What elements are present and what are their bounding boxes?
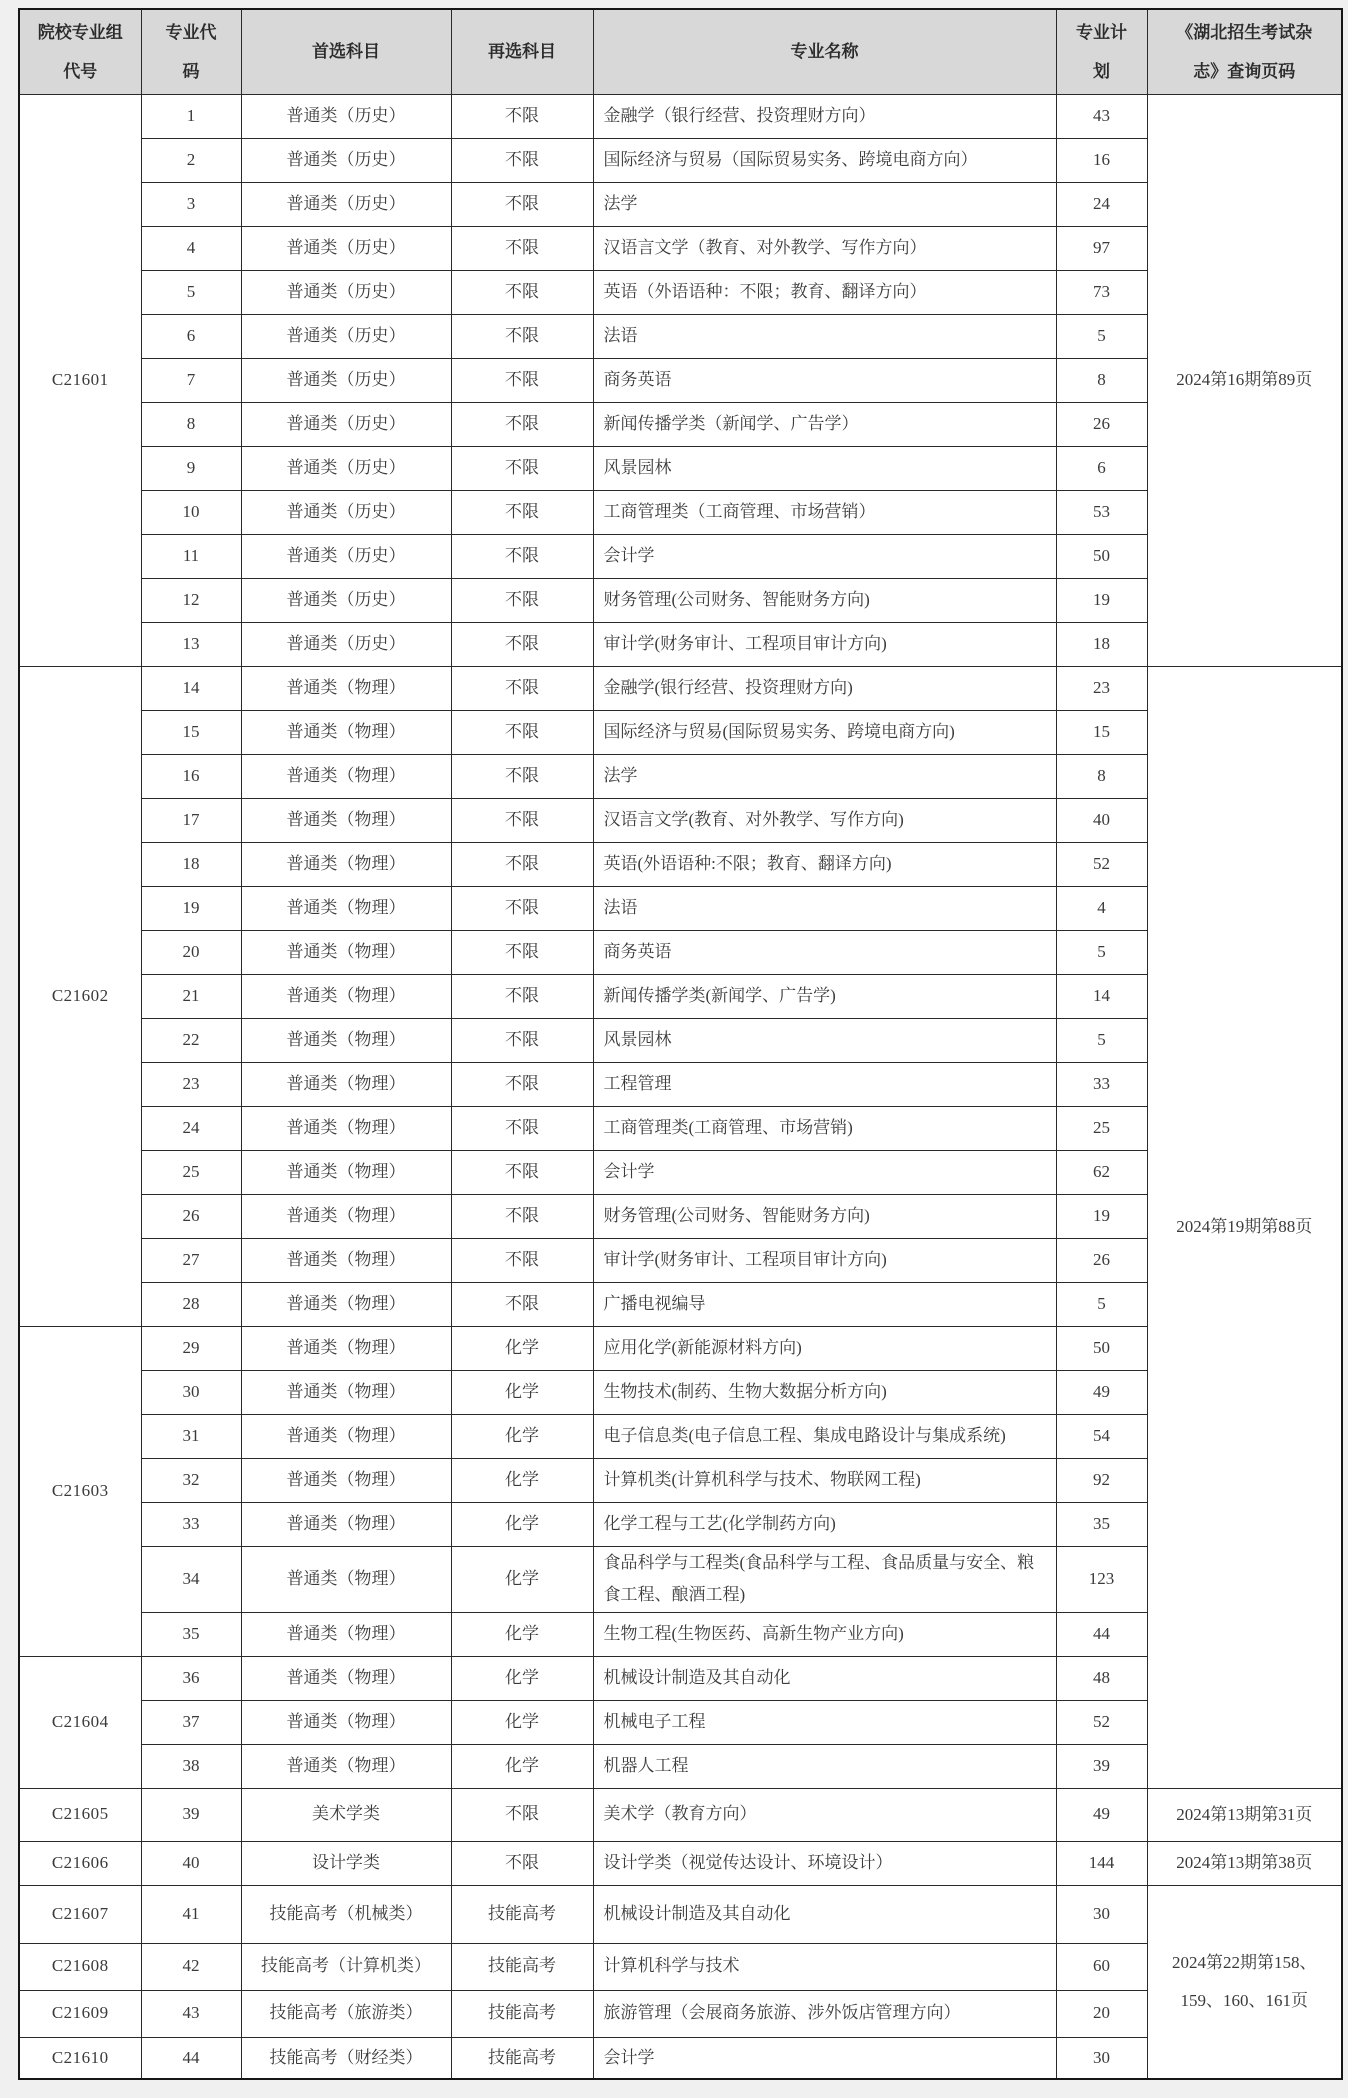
plan-cell: 18 — [1056, 622, 1147, 666]
plan-cell: 30 — [1056, 2037, 1147, 2079]
header-magazine-page: 《湖北招生考试杂志》查询页码 — [1147, 9, 1342, 94]
table-row — [19, 1150, 1342, 1194]
second-subject-cell: 化学 — [451, 1546, 593, 1612]
plan-table-body — [19, 94, 1342, 2079]
first-subject-cell: 普通类（历史） — [241, 94, 451, 138]
plan-cell: 19 — [1056, 578, 1147, 622]
major-code-cell: 9 — [141, 446, 241, 490]
plan-cell: 5 — [1056, 930, 1147, 974]
major-code-cell: 35 — [141, 1612, 241, 1656]
major-code-cell: 7 — [141, 358, 241, 402]
major-name-cell: 财务管理(公司财务、智能财务方向) — [593, 1194, 1056, 1238]
major-name-cell: 设计学类（视觉传达设计、环境设计） — [593, 1841, 1056, 1885]
major-name-cell: 风景园林 — [593, 446, 1056, 490]
second-subject-cell: 不限 — [451, 578, 593, 622]
second-subject-cell: 化学 — [451, 1458, 593, 1502]
second-subject-cell: 不限 — [451, 842, 593, 886]
second-subject-cell: 不限 — [451, 1150, 593, 1194]
first-subject-cell: 普通类（物理） — [241, 1238, 451, 1282]
major-name-cell: 计算机科学与技术 — [593, 1943, 1056, 1990]
plan-cell: 123 — [1056, 1546, 1147, 1612]
table-row — [19, 226, 1342, 270]
second-subject-cell: 不限 — [451, 226, 593, 270]
major-name-cell: 新闻传播学类(新闻学、广告学) — [593, 974, 1056, 1018]
plan-cell: 5 — [1056, 1018, 1147, 1062]
first-subject-cell: 普通类（历史） — [241, 358, 451, 402]
plan-cell: 6 — [1056, 446, 1147, 490]
plan-cell: 16 — [1056, 138, 1147, 182]
first-subject-cell: 技能高考（机械类） — [241, 1885, 451, 1943]
plan-cell: 15 — [1056, 710, 1147, 754]
admission-plan-table — [18, 8, 1343, 2080]
second-subject-cell: 不限 — [451, 1194, 593, 1238]
second-subject-cell: 不限 — [451, 754, 593, 798]
major-code-cell: 5 — [141, 270, 241, 314]
major-name-cell: 机器人工程 — [593, 1744, 1056, 1788]
plan-cell: 26 — [1056, 1238, 1147, 1282]
major-name-cell: 电子信息类(电子信息工程、集成电路设计与集成系统) — [593, 1414, 1056, 1458]
major-code-cell: 23 — [141, 1062, 241, 1106]
major-name-cell: 广播电视编导 — [593, 1282, 1056, 1326]
major-code-cell: 12 — [141, 578, 241, 622]
second-subject-cell: 不限 — [451, 666, 593, 710]
first-subject-cell: 普通类（物理） — [241, 974, 451, 1018]
major-name-cell: 工程管理 — [593, 1062, 1056, 1106]
table-header — [19, 9, 1342, 94]
first-subject-cell: 普通类（物理） — [241, 1282, 451, 1326]
major-code-cell: 1 — [141, 94, 241, 138]
second-subject-cell: 不限 — [451, 534, 593, 578]
table-row — [19, 1700, 1342, 1744]
major-name-cell: 审计学(财务审计、工程项目审计方向) — [593, 622, 1056, 666]
table-row — [19, 1656, 1342, 1700]
second-subject-cell: 化学 — [451, 1414, 593, 1458]
major-name-cell: 应用化学(新能源材料方向) — [593, 1326, 1056, 1370]
major-code-cell: 15 — [141, 710, 241, 754]
group-code-cell: C21609 — [19, 1990, 141, 2037]
second-subject-cell: 技能高考 — [451, 2037, 593, 2079]
first-subject-cell: 普通类（历史） — [241, 314, 451, 358]
plan-cell: 14 — [1056, 974, 1147, 1018]
major-code-cell: 11 — [141, 534, 241, 578]
major-code-cell: 26 — [141, 1194, 241, 1238]
major-code-cell: 42 — [141, 1943, 241, 1990]
table-row — [19, 1458, 1342, 1502]
first-subject-cell: 普通类（历史） — [241, 622, 451, 666]
major-code-cell: 44 — [141, 2037, 241, 2079]
first-subject-cell: 普通类（物理） — [241, 886, 451, 930]
second-subject-cell: 不限 — [451, 930, 593, 974]
plan-cell: 25 — [1056, 1106, 1147, 1150]
first-subject-cell: 普通类（物理） — [241, 1546, 451, 1612]
major-code-cell: 32 — [141, 1458, 241, 1502]
major-code-cell: 16 — [141, 754, 241, 798]
second-subject-cell: 化学 — [451, 1700, 593, 1744]
plan-cell: 49 — [1056, 1788, 1147, 1841]
second-subject-cell: 化学 — [451, 1502, 593, 1546]
first-subject-cell: 普通类（物理） — [241, 930, 451, 974]
plan-cell: 20 — [1056, 1990, 1147, 2037]
plan-cell: 144 — [1056, 1841, 1147, 1885]
major-name-cell: 英语(外语语种:不限；教育、翻译方向) — [593, 842, 1056, 886]
table-row — [19, 930, 1342, 974]
major-name-cell: 汉语言文学（教育、对外教学、写作方向） — [593, 226, 1056, 270]
table-row — [19, 974, 1342, 1018]
plan-cell: 4 — [1056, 886, 1147, 930]
major-name-cell: 法语 — [593, 886, 1056, 930]
major-code-cell: 28 — [141, 1282, 241, 1326]
major-code-cell: 8 — [141, 402, 241, 446]
first-subject-cell: 普通类（物理） — [241, 1744, 451, 1788]
first-subject-cell: 美术学类 — [241, 1788, 451, 1841]
plan-cell: 19 — [1056, 1194, 1147, 1238]
table-row — [19, 1018, 1342, 1062]
group-code-cell: C21606 — [19, 1841, 141, 1885]
major-code-cell: 33 — [141, 1502, 241, 1546]
plan-cell: 23 — [1056, 666, 1147, 710]
first-subject-cell: 普通类（物理） — [241, 1700, 451, 1744]
major-code-cell: 2 — [141, 138, 241, 182]
major-name-cell: 新闻传播学类（新闻学、广告学） — [593, 402, 1056, 446]
major-name-cell: 法学 — [593, 182, 1056, 226]
first-subject-cell: 普通类（物理） — [241, 1370, 451, 1414]
major-code-cell: 18 — [141, 842, 241, 886]
major-code-cell: 22 — [141, 1018, 241, 1062]
major-code-cell: 13 — [141, 622, 241, 666]
table-row — [19, 886, 1342, 930]
plan-cell: 30 — [1056, 1885, 1147, 1943]
second-subject-cell: 不限 — [451, 1062, 593, 1106]
major-code-cell: 19 — [141, 886, 241, 930]
group-code-cell: C21602 — [19, 666, 141, 1326]
second-subject-cell: 不限 — [451, 1282, 593, 1326]
table-row — [19, 1370, 1342, 1414]
first-subject-cell: 普通类（物理） — [241, 1326, 451, 1370]
second-subject-cell: 不限 — [451, 710, 593, 754]
first-subject-cell: 普通类（物理） — [241, 1194, 451, 1238]
first-subject-cell: 普通类（物理） — [241, 1018, 451, 1062]
page-ref-cell: 2024第19期第88页 — [1147, 666, 1342, 1788]
major-code-cell: 30 — [141, 1370, 241, 1414]
major-name-cell: 财务管理(公司财务、智能财务方向) — [593, 578, 1056, 622]
table-row — [19, 270, 1342, 314]
plan-cell: 52 — [1056, 842, 1147, 886]
plan-cell: 8 — [1056, 358, 1147, 402]
second-subject-cell: 不限 — [451, 1018, 593, 1062]
first-subject-cell: 普通类（物理） — [241, 754, 451, 798]
first-subject-cell: 普通类（物理） — [241, 1062, 451, 1106]
plan-cell: 92 — [1056, 1458, 1147, 1502]
header-major-code: 专业代码 — [141, 9, 241, 94]
second-subject-cell: 化学 — [451, 1744, 593, 1788]
table-row — [19, 1414, 1342, 1458]
header-group-code: 院校专业组代号 — [19, 9, 141, 94]
second-subject-cell: 不限 — [451, 1788, 593, 1841]
second-subject-cell: 不限 — [451, 1841, 593, 1885]
second-subject-cell: 技能高考 — [451, 1943, 593, 1990]
table-row — [19, 622, 1342, 666]
page-ref-cell: 2024第16期第89页 — [1147, 94, 1342, 666]
first-subject-cell: 技能高考（财经类） — [241, 2037, 451, 2079]
major-name-cell: 金融学（银行经营、投资理财方向） — [593, 94, 1056, 138]
table-row — [19, 1282, 1342, 1326]
second-subject-cell: 不限 — [451, 138, 593, 182]
page-ref-cell: 2024第13期第31页 — [1147, 1788, 1342, 1841]
second-subject-cell: 不限 — [451, 798, 593, 842]
first-subject-cell: 普通类（历史） — [241, 226, 451, 270]
plan-cell: 54 — [1056, 1414, 1147, 1458]
major-code-cell: 10 — [141, 490, 241, 534]
major-name-cell: 汉语言文学(教育、对外教学、写作方向) — [593, 798, 1056, 842]
second-subject-cell: 不限 — [451, 270, 593, 314]
major-name-cell: 化学工程与工艺(化学制药方向) — [593, 1502, 1056, 1546]
table-row — [19, 1841, 1342, 1885]
group-code-cell: C21607 — [19, 1885, 141, 1943]
major-name-cell: 英语（外语语种：不限；教育、翻译方向） — [593, 270, 1056, 314]
table-row — [19, 798, 1342, 842]
table-row — [19, 1238, 1342, 1282]
header-second-subject: 再选科目 — [451, 9, 593, 94]
table-row — [19, 1106, 1342, 1150]
table-row — [19, 534, 1342, 578]
plan-cell: 62 — [1056, 1150, 1147, 1194]
table-row — [19, 1546, 1342, 1612]
major-name-cell: 机械设计制造及其自动化 — [593, 1656, 1056, 1700]
plan-cell: 8 — [1056, 754, 1147, 798]
plan-cell: 26 — [1056, 402, 1147, 446]
second-subject-cell: 不限 — [451, 446, 593, 490]
major-name-cell: 生物技术(制药、生物大数据分析方向) — [593, 1370, 1056, 1414]
table-row — [19, 314, 1342, 358]
plan-cell: 50 — [1056, 534, 1147, 578]
table-row — [19, 666, 1342, 710]
major-name-cell: 金融学(银行经营、投资理财方向) — [593, 666, 1056, 710]
major-name-cell: 审计学(财务审计、工程项目审计方向) — [593, 1238, 1056, 1282]
second-subject-cell: 不限 — [451, 886, 593, 930]
first-subject-cell: 普通类（物理） — [241, 798, 451, 842]
plan-cell: 39 — [1056, 1744, 1147, 1788]
first-subject-cell: 普通类（物理） — [241, 1612, 451, 1656]
table-row — [19, 1502, 1342, 1546]
major-code-cell: 27 — [141, 1238, 241, 1282]
header-row — [19, 9, 1342, 94]
plan-cell: 44 — [1056, 1612, 1147, 1656]
table-row — [19, 1194, 1342, 1238]
table-row — [19, 1788, 1342, 1841]
table-row — [19, 402, 1342, 446]
major-name-cell: 旅游管理（会展商务旅游、涉外饭店管理方向） — [593, 1990, 1056, 2037]
first-subject-cell: 设计学类 — [241, 1841, 451, 1885]
major-code-cell: 40 — [141, 1841, 241, 1885]
group-code-cell: C21608 — [19, 1943, 141, 1990]
table-row — [19, 1943, 1342, 1990]
first-subject-cell: 普通类（物理） — [241, 1502, 451, 1546]
plan-cell: 33 — [1056, 1062, 1147, 1106]
major-name-cell: 生物工程(生物医药、高新生物产业方向) — [593, 1612, 1056, 1656]
first-subject-cell: 普通类（历史） — [241, 402, 451, 446]
major-code-cell: 21 — [141, 974, 241, 1018]
plan-cell: 24 — [1056, 182, 1147, 226]
first-subject-cell: 普通类（物理） — [241, 842, 451, 886]
major-name-cell: 国际经济与贸易(国际贸易实务、跨境电商方向) — [593, 710, 1056, 754]
plan-cell: 5 — [1056, 1282, 1147, 1326]
first-subject-cell: 普通类（物理） — [241, 666, 451, 710]
first-subject-cell: 技能高考（计算机类） — [241, 1943, 451, 1990]
second-subject-cell: 不限 — [451, 314, 593, 358]
page-ref-cell: 2024第22期第158、159、160、161页 — [1147, 1885, 1342, 2079]
plan-cell: 49 — [1056, 1370, 1147, 1414]
plan-cell: 35 — [1056, 1502, 1147, 1546]
second-subject-cell: 技能高考 — [451, 1990, 593, 2037]
plan-cell: 73 — [1056, 270, 1147, 314]
first-subject-cell: 普通类（物理） — [241, 1150, 451, 1194]
group-code-cell: C21601 — [19, 94, 141, 666]
major-name-cell: 食品科学与工程类(食品科学与工程、食品质量与安全、粮食工程、酿酒工程) — [593, 1546, 1056, 1612]
second-subject-cell: 化学 — [451, 1656, 593, 1700]
major-code-cell: 43 — [141, 1990, 241, 2037]
major-code-cell: 14 — [141, 666, 241, 710]
table-row — [19, 2037, 1342, 2079]
table-row — [19, 138, 1342, 182]
major-code-cell: 34 — [141, 1546, 241, 1612]
major-name-cell: 机械电子工程 — [593, 1700, 1056, 1744]
first-subject-cell: 普通类（物理） — [241, 710, 451, 754]
second-subject-cell: 不限 — [451, 974, 593, 1018]
second-subject-cell: 不限 — [451, 490, 593, 534]
second-subject-cell: 不限 — [451, 358, 593, 402]
major-code-cell: 38 — [141, 1744, 241, 1788]
table-row — [19, 754, 1342, 798]
header-plan: 专业计划 — [1056, 9, 1147, 94]
second-subject-cell: 不限 — [451, 402, 593, 446]
second-subject-cell: 不限 — [451, 94, 593, 138]
major-code-cell: 36 — [141, 1656, 241, 1700]
table-row — [19, 1326, 1342, 1370]
major-name-cell: 会计学 — [593, 2037, 1056, 2079]
major-code-cell: 39 — [141, 1788, 241, 1841]
table-row — [19, 578, 1342, 622]
table-row — [19, 490, 1342, 534]
group-code-cell: C21604 — [19, 1656, 141, 1788]
major-name-cell: 会计学 — [593, 1150, 1056, 1194]
header-major-name: 专业名称 — [593, 9, 1056, 94]
major-code-cell: 24 — [141, 1106, 241, 1150]
plan-cell: 43 — [1056, 94, 1147, 138]
major-code-cell: 41 — [141, 1885, 241, 1943]
table-row — [19, 1744, 1342, 1788]
table-row — [19, 1062, 1342, 1106]
first-subject-cell: 普通类（历史） — [241, 138, 451, 182]
plan-cell: 50 — [1056, 1326, 1147, 1370]
plan-cell: 97 — [1056, 226, 1147, 270]
plan-cell: 48 — [1056, 1656, 1147, 1700]
table-row — [19, 358, 1342, 402]
major-code-cell: 31 — [141, 1414, 241, 1458]
major-name-cell: 工商管理类（工商管理、市场营销） — [593, 490, 1056, 534]
table-row — [19, 1885, 1342, 1943]
group-code-cell: C21605 — [19, 1788, 141, 1841]
major-code-cell: 17 — [141, 798, 241, 842]
admission-plan-table-wrapper — [18, 8, 1341, 2080]
header-first-subject: 首选科目 — [241, 9, 451, 94]
major-name-cell: 商务英语 — [593, 358, 1056, 402]
plan-cell: 60 — [1056, 1943, 1147, 1990]
first-subject-cell: 普通类（历史） — [241, 270, 451, 314]
first-subject-cell: 普通类（历史） — [241, 182, 451, 226]
first-subject-cell: 普通类（物理） — [241, 1656, 451, 1700]
second-subject-cell: 化学 — [451, 1612, 593, 1656]
first-subject-cell: 普通类（历史） — [241, 446, 451, 490]
second-subject-cell: 化学 — [451, 1370, 593, 1414]
major-name-cell: 计算机类(计算机科学与技术、物联网工程) — [593, 1458, 1056, 1502]
major-name-cell: 法学 — [593, 754, 1056, 798]
group-code-cell: C21610 — [19, 2037, 141, 2079]
page-ref-cell: 2024第13期第38页 — [1147, 1841, 1342, 1885]
major-name-cell: 风景园林 — [593, 1018, 1056, 1062]
first-subject-cell: 普通类（历史） — [241, 490, 451, 534]
major-code-cell: 20 — [141, 930, 241, 974]
second-subject-cell: 不限 — [451, 1106, 593, 1150]
plan-cell: 40 — [1056, 798, 1147, 842]
group-code-cell: C21603 — [19, 1326, 141, 1656]
second-subject-cell: 不限 — [451, 1238, 593, 1282]
first-subject-cell: 普通类（物理） — [241, 1414, 451, 1458]
second-subject-cell: 不限 — [451, 182, 593, 226]
table-row — [19, 842, 1342, 886]
table-row — [19, 182, 1342, 226]
table-row — [19, 446, 1342, 490]
major-code-cell: 25 — [141, 1150, 241, 1194]
first-subject-cell: 普通类（物理） — [241, 1106, 451, 1150]
second-subject-cell: 化学 — [451, 1326, 593, 1370]
plan-cell: 52 — [1056, 1700, 1147, 1744]
major-code-cell: 6 — [141, 314, 241, 358]
major-code-cell: 4 — [141, 226, 241, 270]
first-subject-cell: 普通类（历史） — [241, 534, 451, 578]
major-code-cell: 3 — [141, 182, 241, 226]
table-row — [19, 94, 1342, 138]
plan-cell: 5 — [1056, 314, 1147, 358]
table-row — [19, 1612, 1342, 1656]
major-name-cell: 会计学 — [593, 534, 1056, 578]
major-name-cell: 法语 — [593, 314, 1056, 358]
table-row — [19, 1990, 1342, 2037]
first-subject-cell: 技能高考（旅游类） — [241, 1990, 451, 2037]
first-subject-cell: 普通类（物理） — [241, 1458, 451, 1502]
second-subject-cell: 不限 — [451, 622, 593, 666]
major-name-cell: 国际经济与贸易（国际贸易实务、跨境电商方向） — [593, 138, 1056, 182]
major-code-cell: 29 — [141, 1326, 241, 1370]
first-subject-cell: 普通类（历史） — [241, 578, 451, 622]
major-code-cell: 37 — [141, 1700, 241, 1744]
table-row — [19, 710, 1342, 754]
major-name-cell: 美术学（教育方向） — [593, 1788, 1056, 1841]
major-name-cell: 机械设计制造及其自动化 — [593, 1885, 1056, 1943]
plan-cell: 53 — [1056, 490, 1147, 534]
major-name-cell: 商务英语 — [593, 930, 1056, 974]
major-name-cell: 工商管理类(工商管理、市场营销) — [593, 1106, 1056, 1150]
second-subject-cell: 技能高考 — [451, 1885, 593, 1943]
